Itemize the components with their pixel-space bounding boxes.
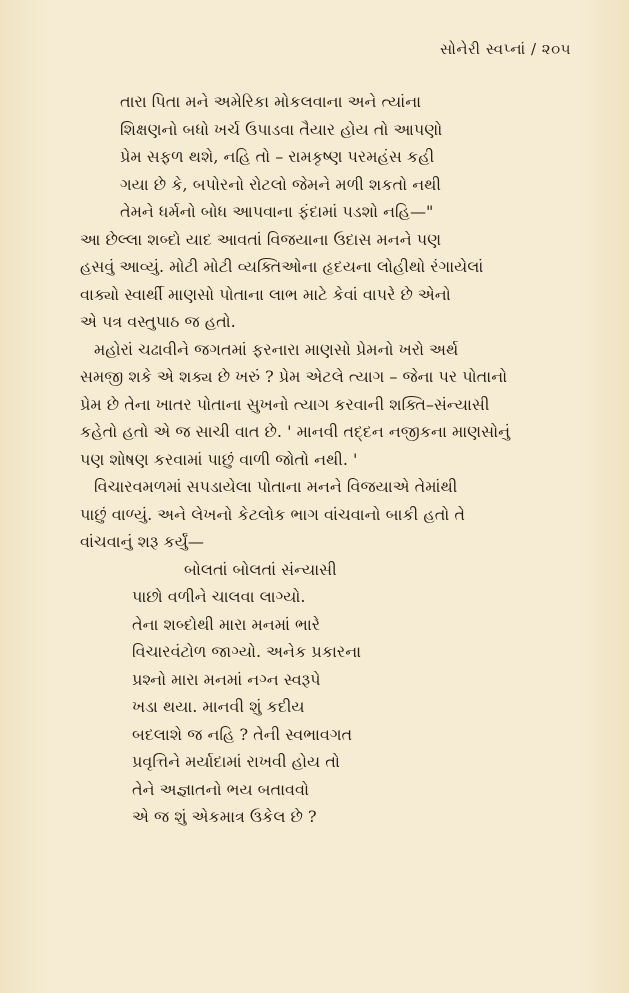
body-text bbox=[80, 88, 576, 831]
text-line: વાક્યો સ્વાર્થી માણસો પોતાના લાભ માટે કેવાં વાપરે છે એનો bbox=[80, 284, 451, 304]
quoted-line: બોલતાં બોલતાં સંન્યાસી bbox=[184, 559, 337, 579]
text-line: પાછું વાળ્યું. અને લેખનો કેટલોક ભાગ વાંચવાનો બાકી હતો તે bbox=[80, 504, 466, 524]
text-line: પ્રેમ સફળ થશે, નહિ તો – રામકૃષ્ણ પરમહંસ કહી bbox=[120, 147, 435, 166]
text-line: વિચારવમળમાં સપડાયેલા પોતાના મનને વિજયાએ તેમાંથી bbox=[94, 477, 458, 496]
text-line: એ પત્ર વસ્તુપાઠ જ હતો. bbox=[80, 312, 236, 331]
text-line: તારા પિતા મને અમેરિકા મોકલવાના અને ત્યાંના bbox=[120, 92, 422, 111]
text-line: પણ શોષણ કરવામાં પાછું વાળી જોતો નથી. ' bbox=[80, 449, 358, 469]
quoted-line: તેના શબ્દોથી મારા મનમાં ભારે bbox=[132, 614, 321, 634]
text-line: મહોરાં ચઢાવીને જગતમાં ફરનારા માણસો પ્રેમનો ખરો અર્થ bbox=[94, 339, 459, 359]
text-line: કહેતો હતો એ જ સાચી વાત છે. ' માનવી તદ્દન નજીકના માણસોનું bbox=[80, 422, 511, 441]
quoted-line: એ જ શું એકમાત્ર ઉકેલ છે ? bbox=[132, 807, 317, 826]
text-line: પ્રેમ છે તેના ખાતર પોતાના સુખનો ત્યાગ કરવાની શક્તિ–સંન્યાસી bbox=[80, 394, 490, 414]
text-line: વાંચવાનું શરૂ કર્યું— bbox=[80, 532, 204, 551]
quoted-line: ખડા થયા. માનવી શું કદીય bbox=[132, 697, 305, 716]
text-line: સમજી શકે એ શક્ય છે ખરું ? પ્રેમ એટલે ત્યાગ – જેના પર પોતાનો bbox=[80, 367, 508, 386]
running-head: સોનેરી સ્વપ્નાં / ૨૦૫ bbox=[439, 40, 571, 58]
text-line: શિક્ષણનો બધો ખર્ચ ઉપાડવા તૈયાર હોય તો આપણો bbox=[120, 119, 443, 139]
quoted-line: બદલાશે જ નહિ ? તેની સ્વભાવગત bbox=[132, 724, 353, 744]
text-line: તેમને ધર્મનો બોધ આપવાના ફંદામાં પડશો નહિ—" bbox=[120, 202, 434, 221]
text-line: આ છેલ્લા શબ્દો યાદ આવતાં વિજયાના ઉદાસ મનને પણ bbox=[80, 229, 442, 249]
quoted-line: તેને અજ્ઞાતનો ભય બતાવવો bbox=[132, 779, 309, 799]
text-line: ગયા છે કે, બપોરનો રોટલો જેમને મળી શકતો નથી bbox=[120, 174, 441, 194]
quoted-line: પાછો વળીને ચાલવા લાગ્યો. bbox=[132, 587, 306, 606]
quoted-line: વિચારવંટોળ જાગ્યો. અનેક પ્રકારના bbox=[132, 642, 362, 661]
quoted-line: પ્રશ્નો મારા મનમાં નગ્ન સ્વરૂપે bbox=[132, 669, 321, 689]
quoted-line: પ્રવૃત્તિને મર્યાદામાં રાખવી હોય તો bbox=[132, 752, 340, 771]
text-line: હસવું આવ્યું. મોટી મોટી વ્યક્તિઓના હૃદયના લોહીથો રંગાયેલાં bbox=[80, 257, 484, 276]
